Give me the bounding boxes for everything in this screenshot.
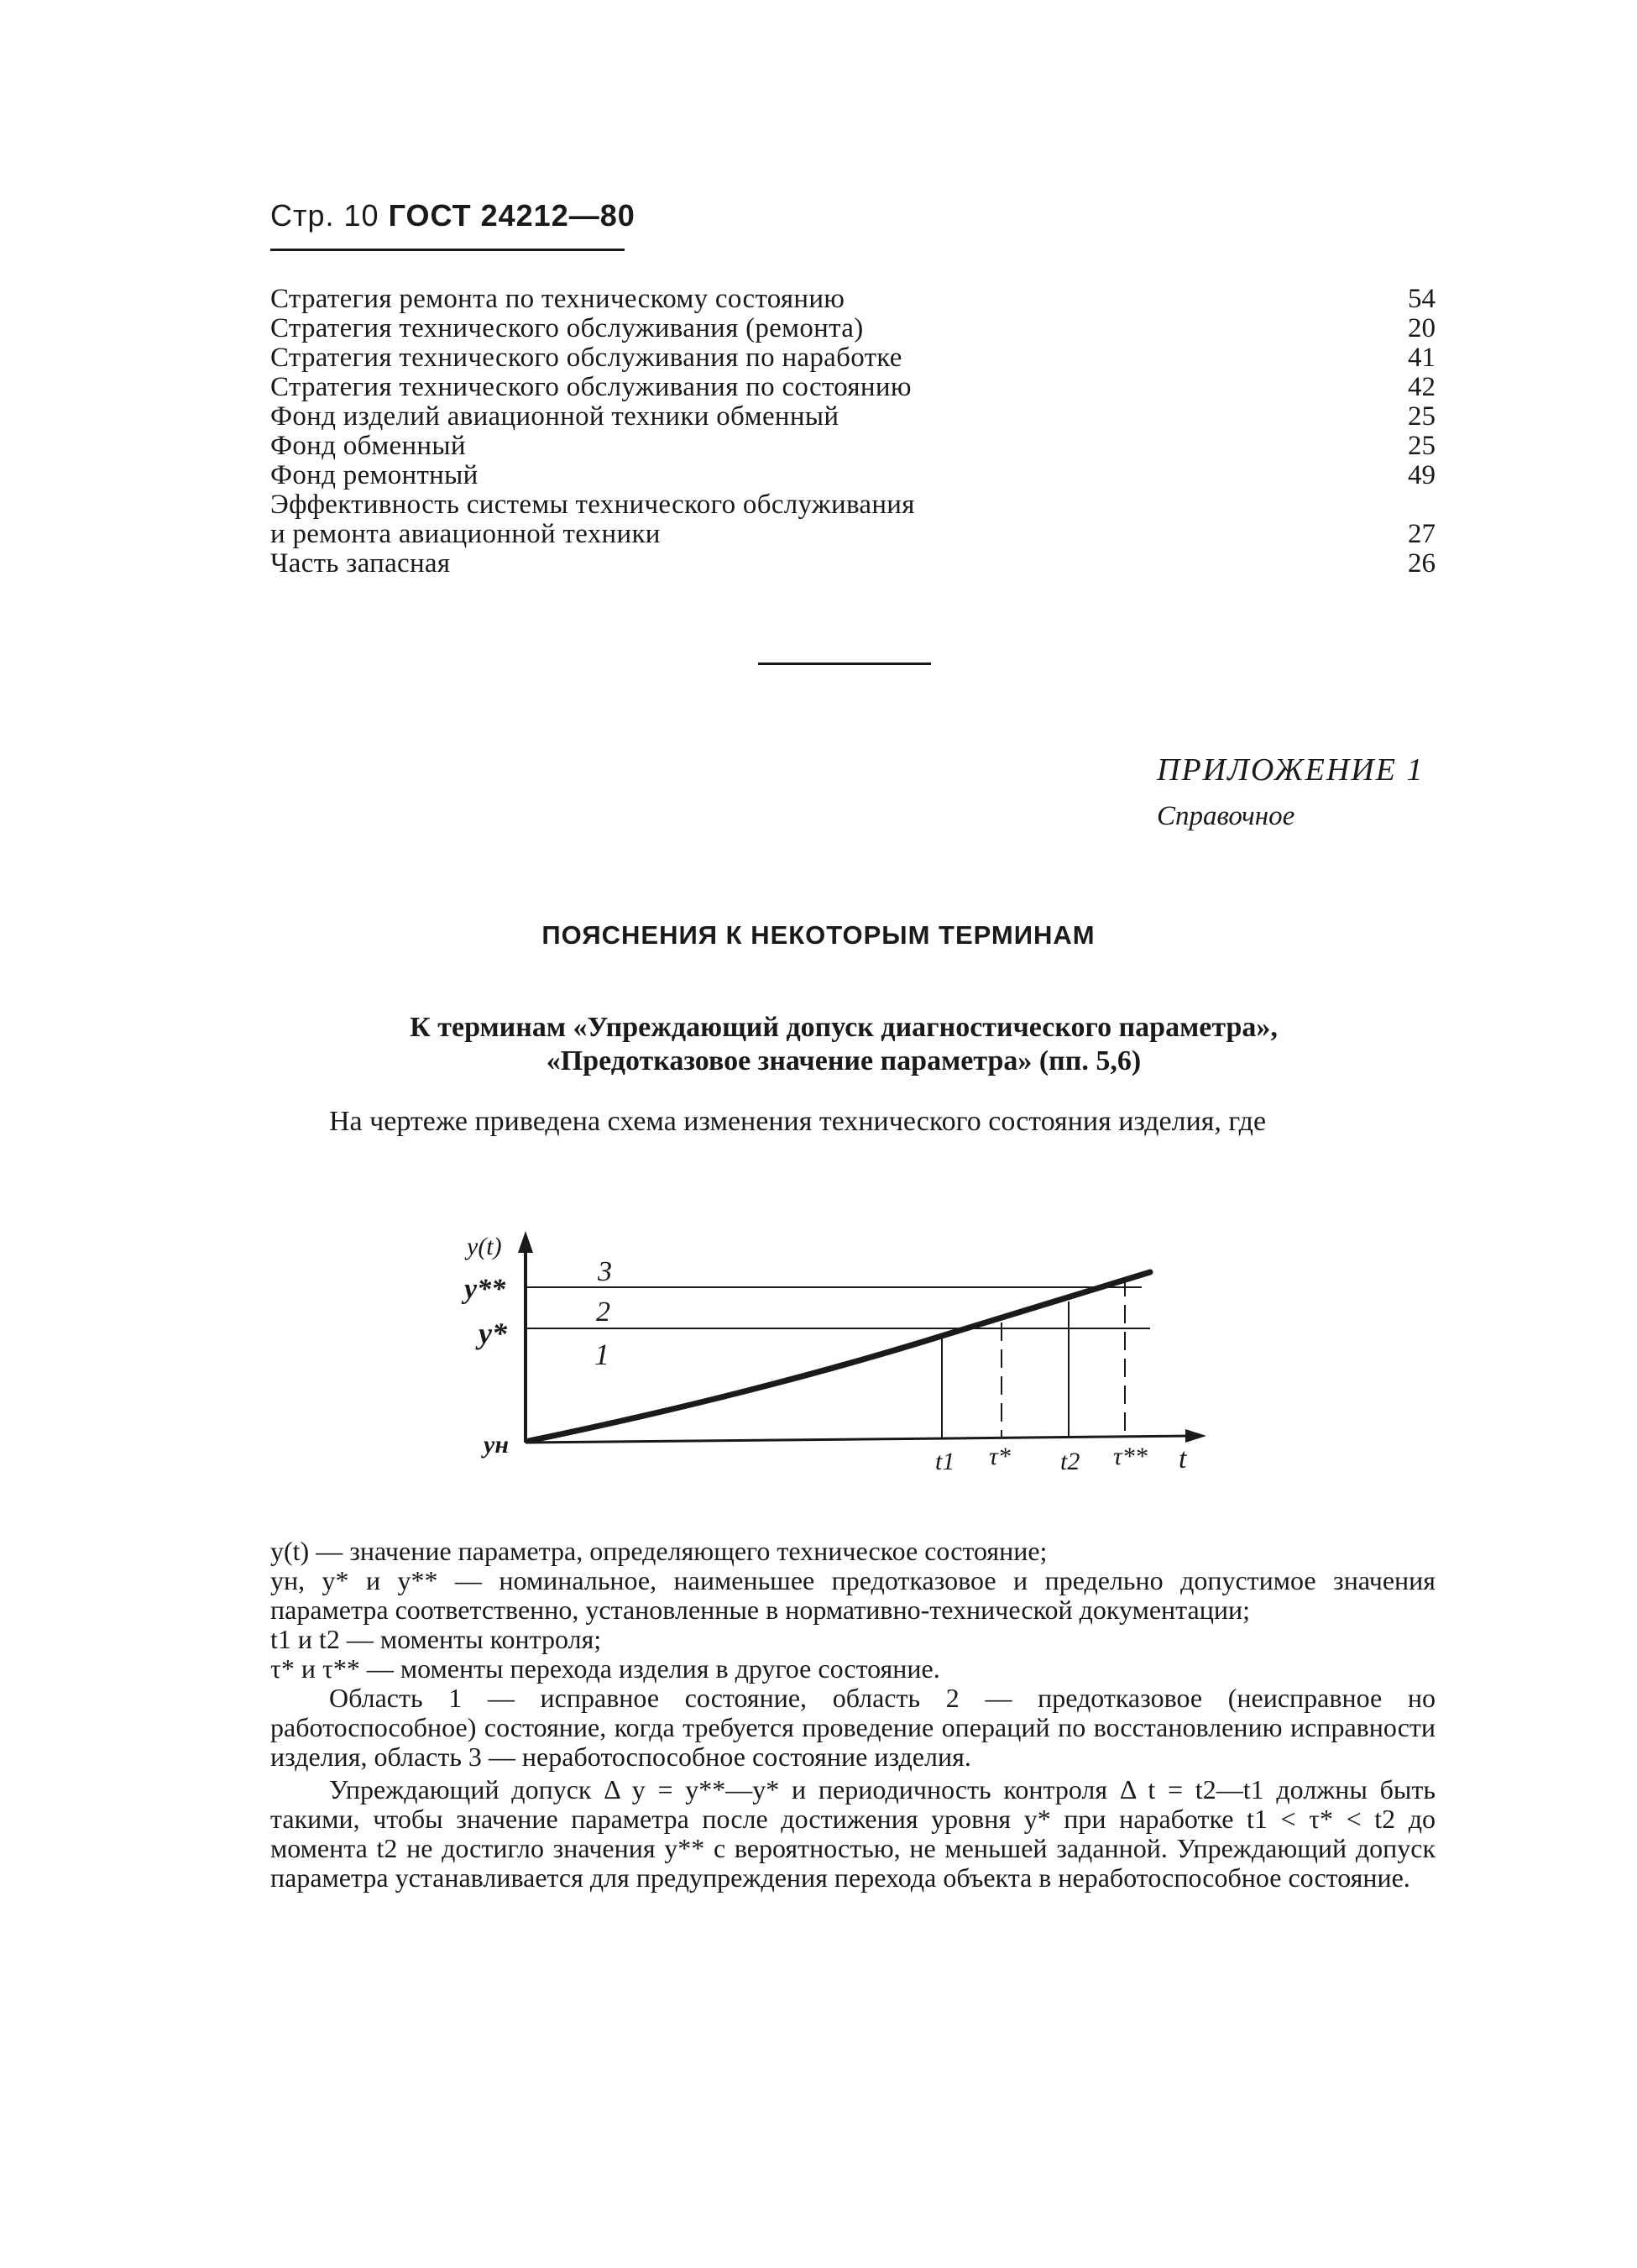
index-page: 20 [1408, 313, 1436, 343]
index-page: 42 [1408, 372, 1436, 402]
intro-paragraph: На чертеже приведена схема изменения технического состояния изделия, где [329, 1106, 1267, 1137]
index-page: 49 [1408, 460, 1436, 490]
x-axis [526, 1436, 1196, 1443]
subsection-title-text: «Предотказовое значение параметра» (пп. 5,6) [546, 1045, 1142, 1076]
legend-item: t1 и t2 — моменты контроля; [270, 1624, 602, 1654]
x-axis-arrow [1185, 1429, 1206, 1443]
index-row [270, 519, 1436, 549]
x-label-tau-star: τ* [989, 1443, 1011, 1470]
index-page: 26 [1408, 548, 1436, 579]
index-page: 54 [1408, 284, 1436, 314]
region-label-3: 3 [598, 1256, 612, 1287]
appendix-title: ПРИЛОЖЕНИЕ 1 [1157, 752, 1425, 788]
y-axis-label: y(t) [467, 1233, 502, 1260]
section-title: ПОЯСНЕНИЯ К НЕКОТОРЫМ ТЕРМИНАМ [541, 920, 1096, 950]
index-row [270, 343, 1436, 373]
legend-item: y(t) — значение параметра, определяющего техническое состояние; [270, 1536, 1048, 1566]
body-paragraph: Область 1 — исправное состояние, область 2 — предотказовое (неисправное но работоспособное) состояние, когда требуется проведение операций по восстановлению исправности изделия, область 3 — неработоспособное состояние изделия. [270, 1683, 1436, 1772]
x-label-t2: t2 [1060, 1448, 1080, 1475]
index-page: 25 [1408, 431, 1436, 461]
parameter-curve [529, 1272, 1150, 1441]
region-label-1: 1 [594, 1338, 609, 1371]
index-page: 25 [1408, 401, 1436, 432]
index-page: 27 [1408, 519, 1436, 549]
x-label-tau-double-star: τ** [1113, 1443, 1148, 1470]
index-page: 41 [1408, 343, 1436, 373]
subsection-title-text: К терминам «Упреждающий допуск диагностического параметра», [410, 1012, 1278, 1043]
index-row [270, 372, 1436, 402]
level-label-y-nominal: yн [484, 1431, 509, 1459]
appendix-subtitle: Справочное [1157, 801, 1295, 831]
level-label-y-star: y* [479, 1317, 507, 1350]
legend-item: yн, y* и y** — номинальное, наименьшее предотказовое и предельно допустимое значения параметра соответственно, установленные в нормативно-технической документации; [270, 1565, 1436, 1625]
index-row [270, 548, 1436, 579]
page-number: Стр. 10 [270, 198, 379, 233]
x-axis-label: t [1179, 1443, 1187, 1474]
subsection-title-line1 [252, 1012, 1436, 1044]
index-term: Фонд обменный [270, 431, 466, 461]
index-term: и ремонта авиационной техники [270, 519, 661, 549]
y-axis-arrow [518, 1231, 533, 1253]
legend-block [270, 1537, 1436, 1893]
index-term: Стратегия технического обслуживания (ремонта) [270, 313, 864, 343]
header-rule [270, 249, 625, 251]
index-row [270, 431, 1436, 461]
index-term: Эффективность системы технического обслуживания [270, 490, 915, 520]
index-term: Стратегия технического обслуживания по состоянию [270, 372, 912, 402]
index-row [270, 401, 1436, 432]
subsection-title-line2 [252, 1045, 1436, 1077]
index-term: Фонд изделий авиационной техники обменный [270, 401, 839, 432]
section-separator [758, 663, 931, 665]
standard-number: ГОСТ 24212—80 [388, 198, 635, 233]
legend-item: τ* и τ** — моменты перехода изделия в другое состояние. [270, 1653, 940, 1684]
index-term: Стратегия ремонта по техническому состоянию [270, 284, 845, 314]
body-paragraph: Упреждающий допуск Δ y = y**—y* и периодичность контроля Δ t = t2—t1 должны быть такими, чтобы значение параметра после достижения уровня y* при наработке t1 < τ* < t2 до момента t2 не достигло значения y** с вероятностью, не меньшей заданной. Упреждающий допуск параметра устанавливается для предупреждения перехода объекта в неработоспособное состояние. [270, 1774, 1436, 1893]
region-label-2: 2 [596, 1296, 610, 1328]
index-term: Фонд ремонтный [270, 460, 479, 490]
level-label-y-double-star: y** [464, 1274, 506, 1305]
x-label-t1: t1 [935, 1448, 955, 1475]
index-row [270, 284, 1436, 314]
page-header [270, 198, 635, 233]
index-row [270, 490, 1436, 520]
index-row [270, 460, 1436, 490]
index-term: Стратегия технического обслуживания по наработке [270, 343, 902, 373]
index-term: Часть запасная [270, 548, 451, 579]
index-row [270, 313, 1436, 343]
